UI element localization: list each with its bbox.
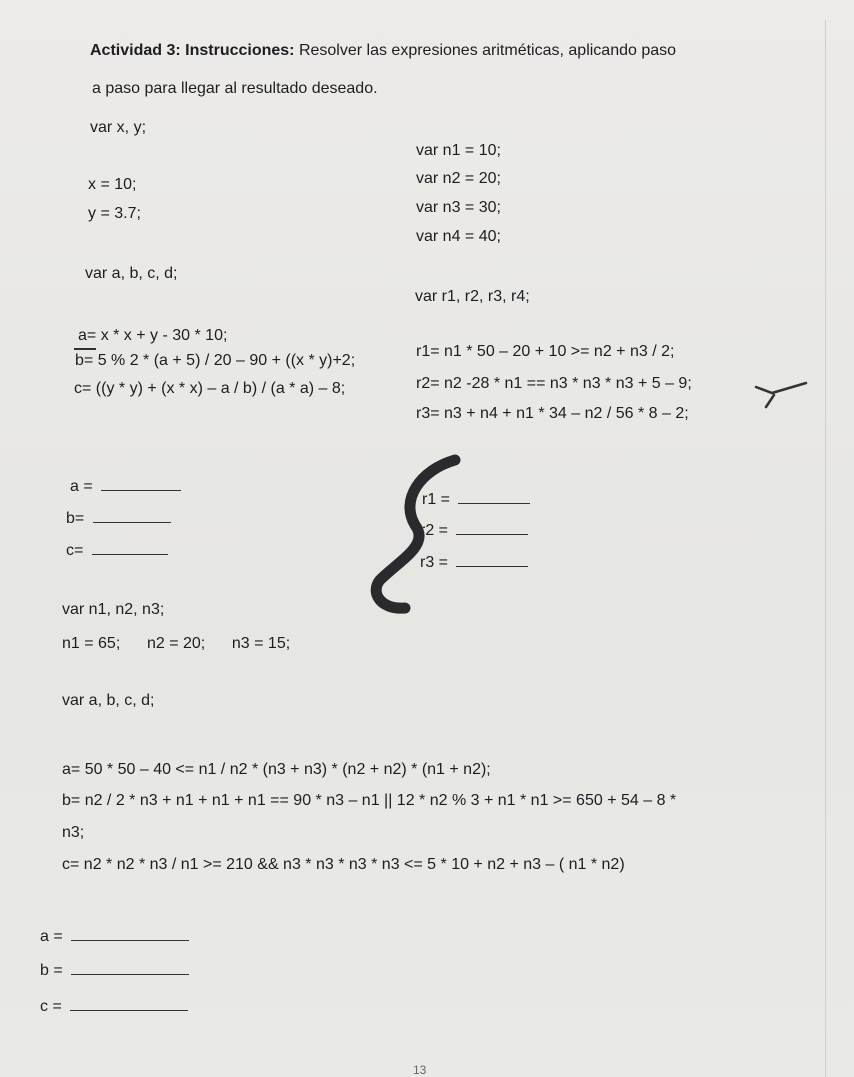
answer-b2-blank[interactable]: [71, 960, 189, 975]
answer-a-1[interactable]: [70, 476, 181, 496]
y-assignment: y = 3.7;: [88, 205, 141, 222]
answer-c2-blank[interactable]: [70, 996, 188, 1011]
decl-n2: var n2 = 20;: [416, 170, 501, 187]
expr-c-2: c= n2 * n2 * n3 / n1 >= 210 && n3 * n3 * n3 * n3 <= 5 * 10 + n2 + n3 – ( n1 * n2): [62, 856, 625, 873]
expr-b-2-line2: n3;: [62, 824, 85, 841]
n-values: n1 = 65; n2 = 20; n3 = 15;: [62, 635, 291, 652]
answer-r2-label: r2 =: [420, 522, 449, 539]
answer-b-2[interactable]: [40, 960, 189, 980]
answer-c-blank[interactable]: [92, 540, 168, 555]
answer-a2-blank[interactable]: [71, 926, 189, 941]
answer-b-label: b=: [66, 510, 85, 527]
decl-n1: var n1 = 10;: [416, 142, 501, 159]
x-assignment: x = 10;: [88, 176, 137, 193]
answer-a-blank[interactable]: [101, 476, 181, 491]
decl-xy: var x, y;: [90, 119, 147, 136]
expr-c-1: c= ((y * y) + (x * x) – a / b) / (a * a) – 8;: [74, 380, 346, 397]
answer-a-2[interactable]: [40, 926, 189, 946]
answer-c-label: c=: [66, 542, 84, 559]
answer-c-1[interactable]: [66, 540, 168, 560]
activity-instructions: [90, 42, 676, 60]
answer-c2-label: c =: [40, 998, 62, 1015]
activity-heading: Actividad 3:: [90, 42, 181, 59]
answer-r1-label: r1 =: [422, 491, 451, 508]
expr-a-1: a= x * x + y - 30 * 10;: [78, 327, 228, 344]
expr-b-2-line1: b= n2 / 2 * n3 + n1 + n1 + n1 == 90 * n3 – n1 || 12 * n2 % 3 + n1 * n1 >= 650 + 54 – 8 *: [62, 792, 677, 809]
decl-n4: var n4 = 40;: [416, 228, 501, 245]
check-scribble-icon: [752, 377, 812, 413]
expr-r1: r1= n1 * 50 – 20 + 10 >= n2 + n3 / 2;: [416, 343, 675, 360]
answer-b-blank[interactable]: [93, 508, 171, 523]
answer-r3-label: r3 =: [420, 554, 449, 571]
decl-abcd-1: var a, b, c, d;: [85, 265, 178, 282]
answer-a2-label: a =: [40, 928, 63, 945]
page-number: 13: [413, 1063, 427, 1077]
page-margin-line: [825, 20, 826, 1077]
answer-b-1[interactable]: [66, 508, 171, 528]
decl-n3: var n3 = 30;: [416, 199, 501, 216]
handwritten-scribble-icon: [360, 450, 480, 620]
underline-mark: [74, 348, 96, 350]
decl-n-2: var n1, n2, n3;: [62, 601, 165, 618]
expr-r2: r2= n2 -28 * n1 == n3 * n3 * n3 + 5 – 9;: [416, 375, 692, 392]
instructions-line2: a paso para llegar al resultado deseado.: [92, 80, 378, 97]
decl-r: var r1, r2, r3, r4;: [415, 288, 530, 305]
expr-r3: r3= n3 + n4 + n1 * 34 – n2 / 56 * 8 – 2;: [416, 405, 689, 422]
decl-abcd-2: var a, b, c, d;: [62, 692, 155, 709]
answer-b2-label: b =: [40, 962, 63, 979]
expr-b-1: b= 5 % 2 * (a + 5) / 20 – 90 + ((x * y)+2;: [75, 352, 356, 369]
answer-c-2[interactable]: [40, 996, 188, 1016]
instructions-line1: Resolver las expresiones aritméticas, aplicando paso: [298, 42, 677, 59]
instructions-label: Instrucciones:: [185, 42, 295, 59]
expr-a-2: a= 50 * 50 – 40 <= n1 / n2 * (n3 + n3) * (n2 + n2) * (n1 + n2);: [62, 761, 491, 778]
answer-a-label: a =: [70, 478, 93, 495]
